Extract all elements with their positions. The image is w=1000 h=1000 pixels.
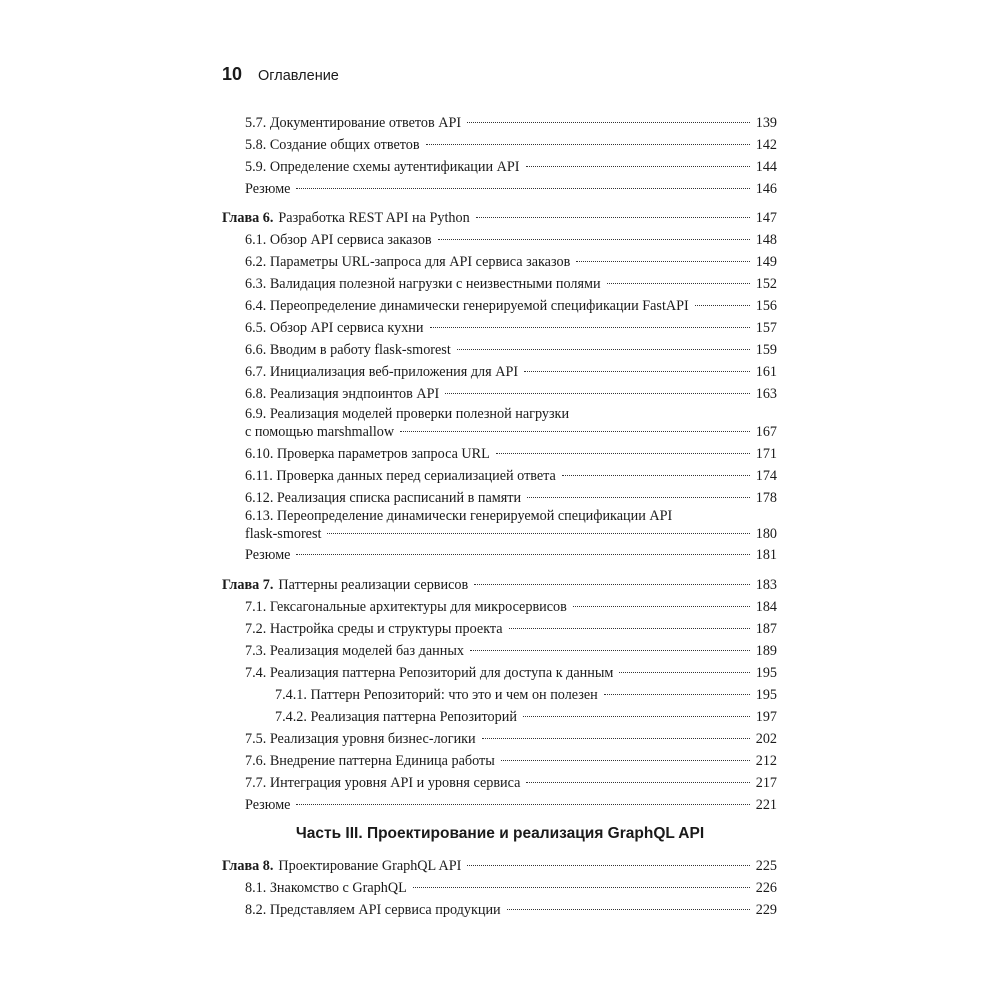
toc-entry-page: 167	[755, 424, 777, 440]
running-header	[222, 64, 339, 85]
toc-entry	[245, 274, 777, 294]
dot-leader	[296, 804, 749, 805]
toc-entry-title: 6.5. Обзор API сервиса кухни	[245, 320, 424, 336]
toc-entry-title: 8.2. Представляем API сервиса продукции	[245, 902, 501, 918]
dot-leader	[526, 782, 749, 783]
dot-leader	[467, 865, 749, 866]
running-title: Оглавление	[258, 68, 339, 84]
toc-entry-title: 7.4.2. Реализация паттерна Репозиторий	[275, 709, 517, 725]
toc-entry-page: 184	[755, 599, 777, 615]
dot-leader	[474, 584, 750, 585]
toc-entry-page: 229	[755, 902, 777, 918]
toc-entry	[245, 252, 777, 272]
toc-entry-title: 6.11. Проверка данных перед сериализацией ответа	[245, 468, 556, 484]
toc-entry	[245, 878, 777, 898]
toc-entry-page: 174	[755, 468, 777, 484]
toc-entry-page: 148	[755, 232, 777, 248]
toc-entry	[245, 773, 777, 793]
dot-leader	[400, 431, 750, 432]
dot-leader	[430, 327, 750, 328]
toc-entry-title: Резюме	[245, 547, 291, 563]
toc-entry-title: Разработка REST API на Python	[278, 210, 470, 226]
toc-entry	[245, 466, 777, 486]
toc-entry-page: 212	[755, 753, 777, 769]
toc-entry-title: 8.1. Знакомство с GraphQL	[245, 880, 407, 896]
dot-leader	[457, 349, 750, 350]
toc-entry-title: 6.12. Реализация списка расписаний в памяти	[245, 490, 522, 506]
toc-entry-title: 5.8. Создание общих ответов	[245, 137, 420, 153]
toc-entry	[245, 362, 777, 382]
dot-leader	[576, 261, 749, 262]
dot-leader	[562, 475, 750, 476]
dot-leader	[526, 166, 750, 167]
toc-entry-title: 7.7. Интеграция уровня API и уровня сервиса	[245, 775, 521, 791]
toc-entry-page: 139	[755, 115, 777, 131]
toc-entry	[245, 900, 777, 920]
dot-leader	[604, 694, 750, 695]
dot-leader	[445, 393, 749, 394]
dot-leader	[527, 497, 750, 498]
toc-entry-page: 183	[755, 577, 777, 593]
toc-entry	[245, 230, 777, 250]
toc-entry-title: 5.7. Документирование ответов API	[245, 115, 462, 131]
toc-entry-title: 7.6. Внедрение паттерна Единица работы	[245, 753, 495, 769]
dot-leader	[296, 554, 749, 555]
dot-leader	[426, 144, 750, 145]
toc-subentry	[275, 685, 777, 705]
toc-entry-title: Резюме	[245, 797, 291, 813]
toc-entry-page: 197	[755, 709, 777, 725]
chapter-number: Глава 8.	[222, 858, 274, 874]
toc-entry-title: 6.10. Проверка параметров запроса URL	[245, 446, 490, 462]
toc-entry-page: 187	[755, 621, 777, 637]
toc-entry	[245, 296, 777, 316]
dot-leader	[470, 650, 750, 651]
dot-leader	[607, 283, 750, 284]
toc-entry-first-line: 6.13. Переопределение динамически генерируемой спецификации API	[245, 508, 673, 524]
toc-entry-page: 195	[755, 665, 777, 681]
chapter-entry	[222, 208, 777, 228]
dot-leader	[501, 760, 750, 761]
toc-entry-title: Проектирование GraphQL API	[278, 858, 462, 874]
toc-entry-page: 163	[755, 386, 777, 402]
toc-entry-title: 6.8. Реализация эндпоинтов API	[245, 386, 440, 402]
toc-entry	[245, 444, 777, 464]
toc-entry	[245, 422, 777, 442]
toc-entry-title: Резюме	[245, 181, 291, 197]
toc-entry	[245, 318, 777, 338]
dot-leader	[327, 533, 749, 534]
toc-entry-title: flask-smorest	[245, 526, 322, 542]
toc-entry-title: 7.4.1. Паттерн Репозиторий: что это и чем он полезен	[275, 687, 598, 703]
chapter-entry	[222, 575, 777, 595]
toc-entry-page: 161	[755, 364, 777, 380]
dot-leader	[467, 122, 750, 123]
toc-entry-page: 144	[755, 159, 777, 175]
toc-entry	[245, 795, 777, 815]
dot-leader	[695, 305, 750, 306]
toc-entry-page: 226	[755, 880, 777, 896]
toc-subentry	[275, 707, 777, 727]
toc-entry-page: 149	[755, 254, 777, 270]
toc-entry-page: 142	[755, 137, 777, 153]
chapter-number: Глава 6.	[222, 210, 274, 226]
toc-entry-title: 6.7. Инициализация веб-приложения для API	[245, 364, 519, 380]
toc-entry	[245, 179, 777, 199]
toc-entry-page: 157	[755, 320, 777, 336]
toc-entry-title: 5.9. Определение схемы аутентификации API	[245, 159, 520, 175]
dot-leader	[482, 738, 750, 739]
toc-entry-title: 6.2. Параметры URL-запроса для API сервиса заказов	[245, 254, 571, 270]
toc-entry	[245, 663, 777, 683]
toc-entry	[245, 619, 777, 639]
toc-entry-title: 7.2. Настройка среды и структуры проекта	[245, 621, 503, 637]
toc-entry	[245, 488, 777, 508]
toc-entry	[245, 113, 777, 133]
toc-entry	[245, 384, 777, 404]
dot-leader	[413, 887, 750, 888]
dot-leader	[476, 217, 750, 218]
page-number: 10	[222, 64, 243, 84]
toc-entry-title: 7.4. Реализация паттерна Репозиторий для доступа к данным	[245, 665, 614, 681]
toc-entry-first-line: 6.9. Реализация моделей проверки полезной нагрузки	[245, 406, 570, 422]
toc-entry-page: 180	[755, 526, 777, 542]
toc-entry	[245, 157, 777, 177]
toc-entry-title: 7.3. Реализация моделей баз данных	[245, 643, 464, 659]
dot-leader	[438, 239, 750, 240]
toc-entry-title: 6.1. Обзор API сервиса заказов	[245, 232, 432, 248]
toc-entry	[245, 545, 777, 565]
toc-entry	[245, 135, 777, 155]
toc-entry-page: 171	[755, 446, 777, 462]
chapter-number: Глава 7.	[222, 577, 274, 593]
toc-entry-page: 152	[755, 276, 777, 292]
toc-entry	[245, 751, 777, 771]
toc-entry	[245, 597, 777, 617]
toc-entry	[245, 340, 777, 360]
toc-entry-page: 217	[755, 775, 777, 791]
toc-entry-page: 202	[755, 731, 777, 747]
toc-entry-title: 6.6. Вводим в работу flask-smorest	[245, 342, 451, 358]
toc-entry-title: 7.5. Реализация уровня бизнес-логики	[245, 731, 476, 747]
toc-entry-page: 221	[755, 797, 777, 813]
toc-entry	[245, 729, 777, 749]
toc-entry-page: 195	[755, 687, 777, 703]
dot-leader	[573, 606, 750, 607]
toc-entry-page: 156	[755, 298, 777, 314]
dot-leader	[524, 371, 750, 372]
toc-entry	[245, 641, 777, 661]
toc-entry	[245, 524, 777, 544]
toc-entry-title: 6.3. Валидация полезной нагрузки с неизвестными полями	[245, 276, 601, 292]
toc-entry-page: 225	[755, 858, 777, 874]
toc-entry-title: Паттерны реализации сервисов	[278, 577, 469, 593]
toc-entry-page: 181	[755, 547, 777, 563]
dot-leader	[496, 453, 750, 454]
dot-leader	[509, 628, 750, 629]
toc-entry-title: 7.1. Гексагональные архитектуры для микросервисов	[245, 599, 567, 615]
chapter-entry	[222, 856, 777, 876]
dot-leader	[523, 716, 750, 717]
part-heading: Часть III. Проектирование и реализация GraphQL API	[295, 825, 705, 842]
toc-entry-page: 189	[755, 643, 777, 659]
toc-entry-title: 6.4. Переопределение динамически генерируемой спецификации FastAPI	[245, 298, 689, 314]
toc-entry-page: 146	[755, 181, 777, 197]
toc-entry-title: с помощью marshmallow	[245, 424, 395, 440]
toc-entry-page: 178	[755, 490, 777, 506]
dot-leader	[619, 672, 749, 673]
toc-entry-page: 147	[755, 210, 777, 226]
dot-leader	[507, 909, 750, 910]
dot-leader	[296, 188, 749, 189]
toc-entry-page: 159	[755, 342, 777, 358]
